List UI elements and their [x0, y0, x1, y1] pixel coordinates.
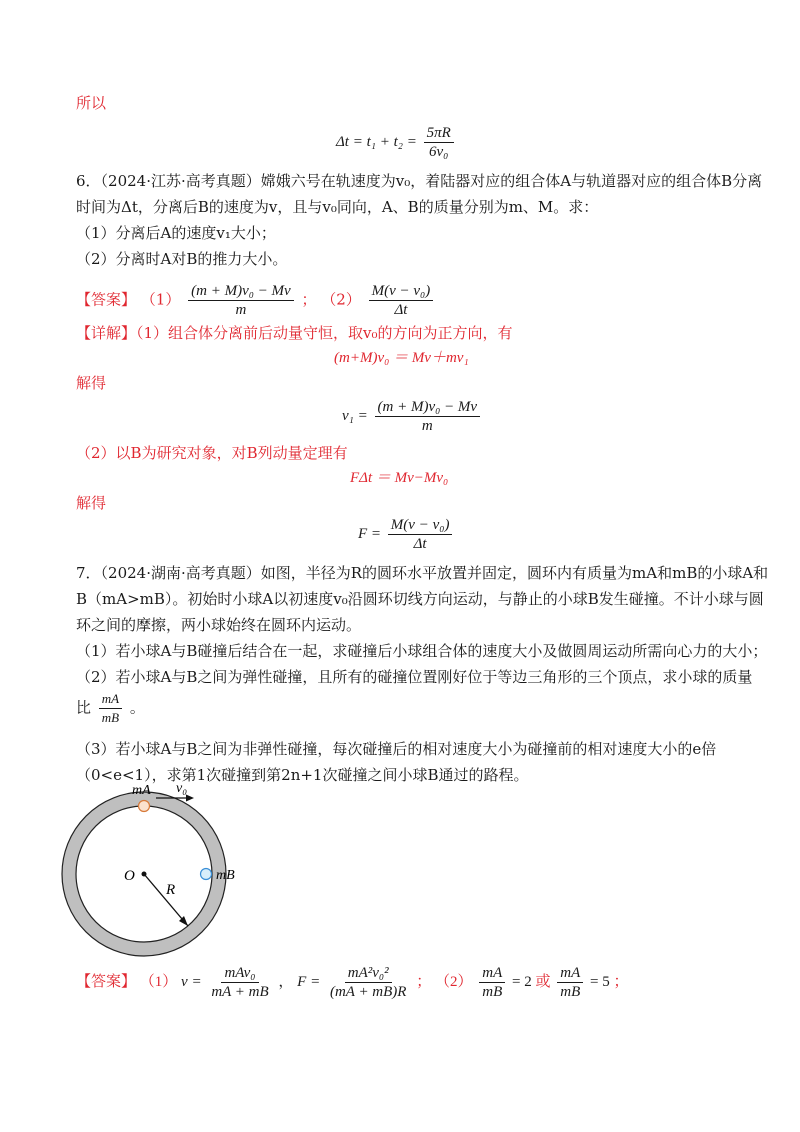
comma: ， — [278, 973, 294, 990]
answer-1-label: （1） — [139, 973, 178, 990]
detail-tag: 【详解】 — [76, 324, 137, 342]
answer-2-fraction — [369, 282, 434, 319]
q7-answer — [76, 964, 628, 1001]
answer-2-label: （2） — [321, 290, 361, 309]
fraction-denominator: 6v₀ — [429, 144, 449, 160]
result-f — [358, 516, 455, 553]
answer-1-fraction — [188, 282, 294, 319]
ratio-value-1: = 2 — [512, 973, 532, 990]
fraction — [424, 124, 454, 161]
suoyi-label: 所以 — [76, 94, 107, 112]
answer-separator: ； — [301, 290, 317, 309]
mass-ratio-fraction — [99, 690, 122, 727]
answer-separator: ； — [416, 973, 432, 990]
answer-f-fraction — [327, 964, 410, 1001]
q6-sub-2: （2）分离时A对B的推力大小。 — [76, 250, 288, 268]
equation-delta-t — [336, 124, 457, 161]
fraction — [375, 398, 481, 435]
ring-figure — [60, 781, 280, 960]
label-ma: mA — [132, 783, 151, 798]
momentum-equation: (m+M)v₀ ＝ Mv＋mv₁ — [334, 350, 469, 366]
q6-line-2: 时间为Δt，分离后B的速度为v，且与v₀同向，A、B的质量分别为m、M。求： — [76, 198, 599, 216]
q7-sub-3: （3）若小球A与B之间为非弹性碰撞，每次碰撞后的相对速度大小为碰撞前的相对速度大小的e倍 — [76, 740, 717, 758]
fraction-denominator: Δt — [394, 302, 408, 318]
q7-line-3: 环之间的摩擦，两小球始终在圆环内运动。 — [76, 616, 362, 634]
jiede-label-1: 解得 — [76, 374, 107, 392]
impulse-equation: FΔt ＝ Mv−Mv₀ — [350, 470, 449, 486]
fraction-numerator: 5πR — [424, 124, 454, 143]
q6-detail-1 — [76, 322, 513, 344]
q6-detail-2: （2）以B为研究对象，对B列动量定理有 — [76, 444, 348, 462]
bi-text: 比 — [76, 698, 92, 717]
q7-sub-2b — [76, 690, 145, 727]
fraction-denominator: m — [235, 302, 247, 318]
fraction-denominator: (mA + mB)R — [329, 984, 407, 1000]
fraction-denominator: mA + mB — [211, 984, 269, 1000]
label-mb: mB — [216, 868, 235, 883]
fraction-numerator: M(v − v₀) — [388, 516, 453, 535]
eq-lhs: F = — [358, 525, 382, 542]
eq-lhs: v₁ = — [342, 407, 368, 424]
eq-lhs-f: F = — [297, 973, 321, 990]
fraction-numerator: mA — [479, 964, 505, 983]
q7-sub-1: （1）若小球A与B碰撞后结合在一起，求碰撞后小球组合体的速度大小及做圆周运动所需向心力的大小； — [76, 642, 768, 660]
result-v1 — [342, 398, 483, 435]
label-v0: v₀ — [176, 781, 188, 796]
fraction-numerator: mA — [557, 964, 583, 983]
fraction-numerator: M(v − v₀) — [369, 282, 434, 301]
q6-sub-1: （1）分离后A的速度v₁大小； — [76, 224, 276, 242]
fraction-denominator: mB — [101, 710, 120, 725]
answer-1-label: （1） — [140, 290, 181, 309]
ball-b — [201, 869, 212, 880]
ratio-value-2: = 5 — [589, 973, 610, 990]
eq-lhs: v = — [181, 973, 202, 990]
q6-line-1: 6．（2024·江苏·高考真题）嫦娥六号在轨速度为v₀，着陆器对应的组合体A与轨道器对应的组合体B分离 — [76, 172, 763, 190]
or-word: 或 — [535, 973, 551, 990]
answer-v-fraction — [208, 964, 271, 1001]
ball-a — [139, 801, 150, 812]
velocity-arrowhead — [186, 795, 194, 802]
fraction-numerator: mA — [99, 690, 122, 709]
fraction-numerator: mA²v₀² — [345, 964, 392, 983]
fraction-denominator: mB — [560, 984, 581, 1000]
ratio-fraction-1 — [479, 964, 505, 1001]
period: 。 — [129, 698, 145, 717]
label-r: R — [166, 882, 176, 898]
q7-sub-2: （2）若小球A与B之间为弹性碰撞，且所有的碰撞位置刚好位于等边三角形的三个顶点，求小球的质量 — [76, 668, 753, 686]
fraction-numerator: (m + M)v₀ − Mv — [188, 282, 294, 301]
q7-line-1: 7．（2024·湖南·高考真题）如图，半径为R的圆环水平放置并固定，圆环内有质量为mA和mB的小球A和 — [76, 564, 769, 582]
fraction-denominator: Δt — [413, 536, 427, 552]
eq-lhs: Δt = t₁ + t₂ = — [336, 133, 417, 150]
fraction-denominator: mB — [482, 984, 503, 1000]
answer-tag: 【答案】 — [76, 290, 137, 309]
answer-tag: 【答案】 — [76, 973, 137, 990]
q6-answer — [76, 282, 436, 319]
answer-end: ； — [613, 973, 629, 990]
label-o: O — [124, 868, 135, 884]
fraction-numerator: mAv₀ — [221, 964, 258, 983]
answer-2-label: （2） — [434, 973, 473, 990]
fraction-denominator: m — [421, 418, 433, 434]
q7-sub-3b: （0<e<1），求第1次碰撞到第2n+1次碰撞之间小球B通过的路程。 — [76, 766, 529, 784]
fraction-numerator: (m + M)v₀ − Mv — [375, 398, 481, 417]
jiede-label-2: 解得 — [76, 494, 107, 512]
q7-line-2: B（mA>mB）。初始时小球A以初速度v₀沿圆环切线方向运动，与静止的小球B发生碰撞。不计小球与圆 — [76, 590, 764, 608]
detail-1-text: （1）组合体分离前后动量守恒，取v₀的方向为正方向，有 — [136, 324, 513, 342]
fraction — [388, 516, 453, 553]
ratio-fraction-2 — [557, 964, 583, 1001]
